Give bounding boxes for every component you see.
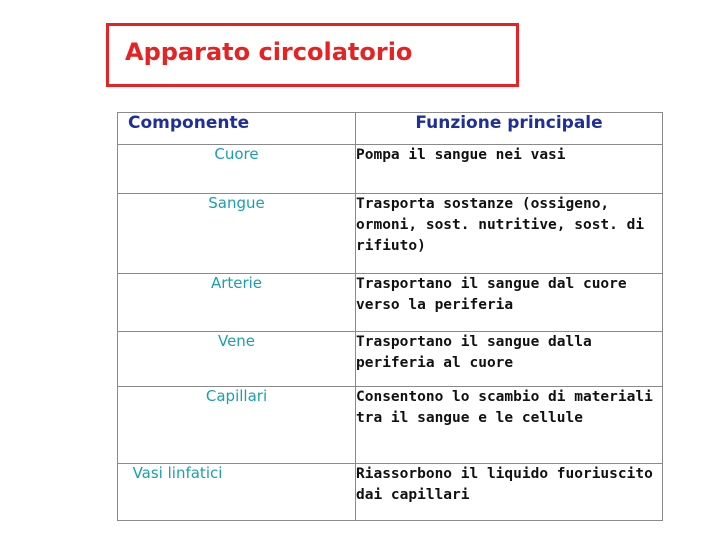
title-box bbox=[106, 23, 519, 87]
component-name: Cuore bbox=[118, 145, 356, 194]
component-function: Trasporta sostanze (ossigeno, ormoni, sost. nutritive, sost. di rifiuto) bbox=[356, 194, 663, 274]
component-name: Vene bbox=[118, 332, 356, 387]
component-name: Arterie bbox=[118, 274, 356, 332]
table-row bbox=[118, 274, 663, 332]
component-name: Capillari bbox=[118, 387, 356, 464]
table-header-row bbox=[118, 113, 663, 145]
page-title: Apparato circolatorio bbox=[125, 38, 413, 66]
table-row bbox=[118, 332, 663, 387]
header-function: Funzione principale bbox=[356, 113, 663, 145]
component-function: Pompa il sangue nei vasi bbox=[356, 145, 663, 194]
header-component: Componente bbox=[118, 113, 356, 145]
component-function: Trasportano il sangue dal cuore verso la periferia bbox=[356, 274, 663, 332]
component-function: Riassorbono il liquido fuoriuscito dai capillari bbox=[356, 464, 663, 521]
components-table bbox=[117, 112, 663, 521]
component-name: Vasi linfatici bbox=[118, 464, 356, 521]
table-row bbox=[118, 387, 663, 464]
component-function: Trasportano il sangue dalla periferia al cuore bbox=[356, 332, 663, 387]
table-row bbox=[118, 194, 663, 274]
table-row bbox=[118, 464, 663, 521]
table-row bbox=[118, 145, 663, 194]
component-function: Consentono lo scambio di materiali tra il sangue e le cellule bbox=[356, 387, 663, 464]
component-name: Sangue bbox=[118, 194, 356, 274]
